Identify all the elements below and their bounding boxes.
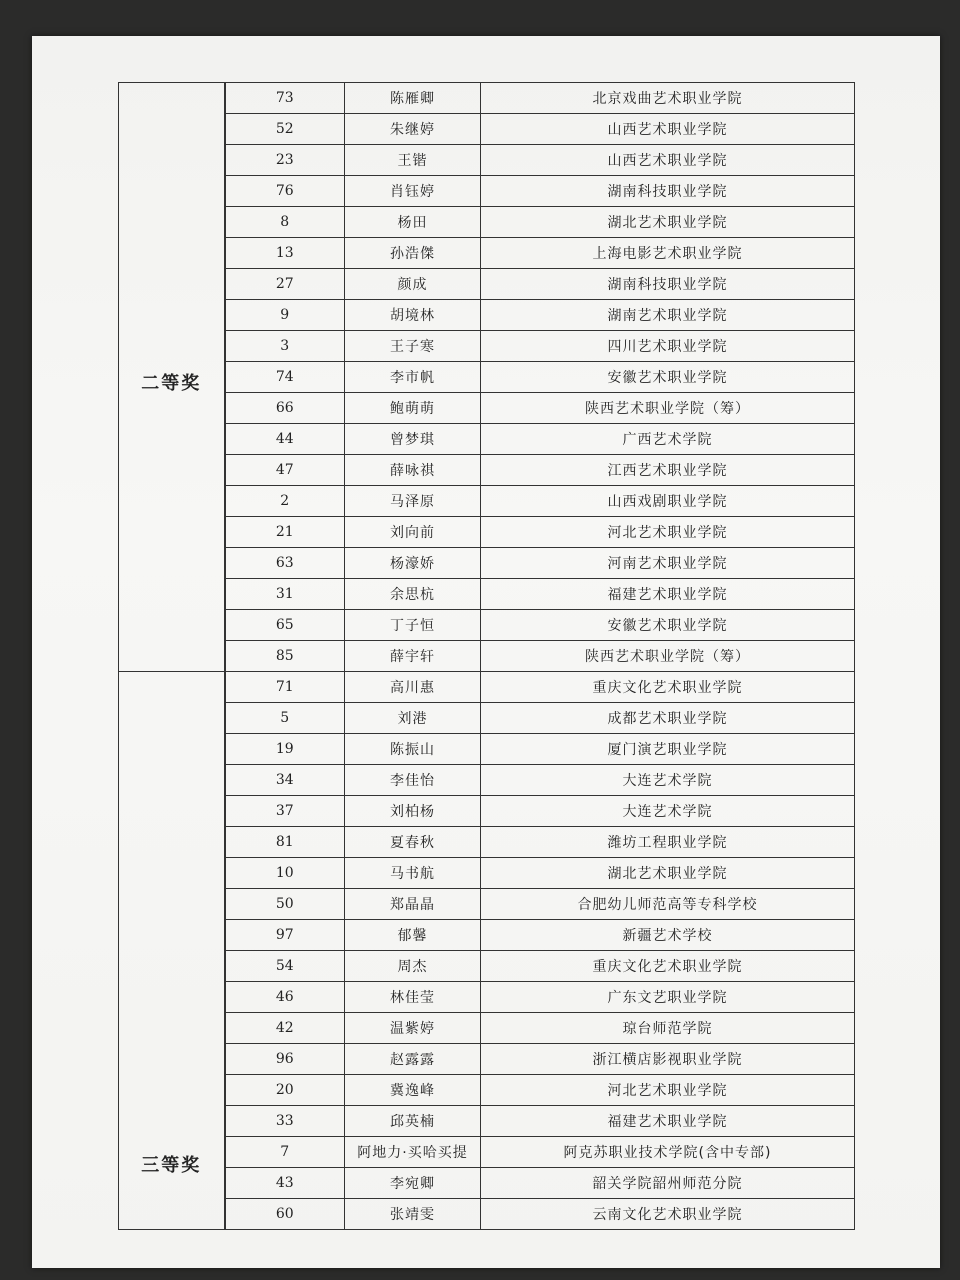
- winner-name: 颜成: [345, 269, 481, 300]
- school-name: 四川艺术职业学院: [481, 331, 855, 362]
- winner-name: 周杰: [345, 951, 481, 982]
- winner-name: 孙浩傑: [345, 238, 481, 269]
- table-row: [119, 455, 855, 486]
- entry-number: 46: [225, 982, 345, 1013]
- entry-number: 81: [225, 827, 345, 858]
- table-row: [119, 548, 855, 579]
- winner-name: 刘港: [345, 703, 481, 734]
- school-name: 河北艺术职业学院: [481, 1075, 855, 1106]
- prize-label: 二等奖: [119, 83, 225, 672]
- table-row: [119, 858, 855, 889]
- school-name: 福建艺术职业学院: [481, 579, 855, 610]
- entry-number: 23: [225, 145, 345, 176]
- entry-number: 31: [225, 579, 345, 610]
- table-row: [119, 331, 855, 362]
- table-row: [119, 238, 855, 269]
- table-row: [119, 703, 855, 734]
- entry-number: 20: [225, 1075, 345, 1106]
- entry-number: 63: [225, 548, 345, 579]
- school-name: 合肥幼儿师范高等专科学校: [481, 889, 855, 920]
- school-name: 陕西艺术职业学院（筹）: [481, 393, 855, 424]
- winner-name: 马书航: [345, 858, 481, 889]
- table-row: [119, 889, 855, 920]
- school-name: 韶关学院韶州师范分院: [481, 1168, 855, 1199]
- table-row: [119, 641, 855, 672]
- table-row: [119, 920, 855, 951]
- award-table-body: [119, 83, 855, 1230]
- table-row: [119, 1013, 855, 1044]
- entry-number: 43: [225, 1168, 345, 1199]
- table-row: [119, 362, 855, 393]
- entry-number: 97: [225, 920, 345, 951]
- table-row: [119, 269, 855, 300]
- table-row: [119, 982, 855, 1013]
- winner-name: 阿地力·买哈买提: [345, 1137, 481, 1168]
- entry-number: 85: [225, 641, 345, 672]
- winner-name: 李佳怡: [345, 765, 481, 796]
- school-name: 福建艺术职业学院: [481, 1106, 855, 1137]
- winner-name: 肖钰婷: [345, 176, 481, 207]
- school-name: 山西艺术职业学院: [481, 114, 855, 145]
- winner-name: 陈雁卿: [345, 83, 481, 114]
- table-row: [119, 207, 855, 238]
- winner-name: 丁子恒: [345, 610, 481, 641]
- school-name: 大连艺术学院: [481, 765, 855, 796]
- school-name: 厦门演艺职业学院: [481, 734, 855, 765]
- school-name: 重庆文化艺术职业学院: [481, 951, 855, 982]
- prize-label: 三等奖: [119, 672, 225, 1230]
- entry-number: 52: [225, 114, 345, 145]
- table-row: [119, 734, 855, 765]
- winner-name: 夏春秋: [345, 827, 481, 858]
- school-name: 浙江横店影视职业学院: [481, 1044, 855, 1075]
- winner-name: 李宛卿: [345, 1168, 481, 1199]
- entry-number: 5: [225, 703, 345, 734]
- table-row: [119, 765, 855, 796]
- winner-name: 刘向前: [345, 517, 481, 548]
- school-name: 陕西艺术职业学院（筹）: [481, 641, 855, 672]
- winner-name: 李市帆: [345, 362, 481, 393]
- school-name: 琼台师范学院: [481, 1013, 855, 1044]
- school-name: 湖南科技职业学院: [481, 269, 855, 300]
- winner-name: 赵露露: [345, 1044, 481, 1075]
- entry-number: 44: [225, 424, 345, 455]
- table-row: [119, 1106, 855, 1137]
- winner-name: 薛咏祺: [345, 455, 481, 486]
- winner-name: 冀逸峰: [345, 1075, 481, 1106]
- table-row: [119, 827, 855, 858]
- school-name: 湖北艺术职业学院: [481, 207, 855, 238]
- winner-name: 郁馨: [345, 920, 481, 951]
- winner-name: 张靖雯: [345, 1199, 481, 1230]
- table-row: [119, 424, 855, 455]
- entry-number: 74: [225, 362, 345, 393]
- table-row: [119, 83, 855, 114]
- school-name: 湖南艺术职业学院: [481, 300, 855, 331]
- winner-name: 高川惠: [345, 672, 481, 703]
- winner-name: 薛宇轩: [345, 641, 481, 672]
- entry-number: 8: [225, 207, 345, 238]
- school-name: 江西艺术职业学院: [481, 455, 855, 486]
- entry-number: 37: [225, 796, 345, 827]
- winner-name: 王锴: [345, 145, 481, 176]
- entry-number: 71: [225, 672, 345, 703]
- school-name: 山西艺术职业学院: [481, 145, 855, 176]
- table-row: [119, 951, 855, 982]
- table-row: [119, 1168, 855, 1199]
- entry-number: 10: [225, 858, 345, 889]
- table-row: [119, 1199, 855, 1230]
- school-name: 广西艺术学院: [481, 424, 855, 455]
- winner-name: 王子寒: [345, 331, 481, 362]
- table-row: [119, 176, 855, 207]
- winner-name: 朱继婷: [345, 114, 481, 145]
- table-row: [119, 796, 855, 827]
- school-name: 安徽艺术职业学院: [481, 362, 855, 393]
- entry-number: 66: [225, 393, 345, 424]
- entry-number: 34: [225, 765, 345, 796]
- table-row: [119, 393, 855, 424]
- table-row: [119, 300, 855, 331]
- school-name: 湖北艺术职业学院: [481, 858, 855, 889]
- table-row: [119, 114, 855, 145]
- entry-number: 27: [225, 269, 345, 300]
- entry-number: 21: [225, 517, 345, 548]
- winner-name: 杨田: [345, 207, 481, 238]
- winner-name: 余思杭: [345, 579, 481, 610]
- school-name: 北京戏曲艺术职业学院: [481, 83, 855, 114]
- entry-number: 13: [225, 238, 345, 269]
- winner-name: 鲍萌萌: [345, 393, 481, 424]
- school-name: 湖南科技职业学院: [481, 176, 855, 207]
- entry-number: 9: [225, 300, 345, 331]
- winner-name: 曾梦琪: [345, 424, 481, 455]
- winner-name: 陈振山: [345, 734, 481, 765]
- table-row: [119, 145, 855, 176]
- school-name: 山西戏剧职业学院: [481, 486, 855, 517]
- table-row: [119, 579, 855, 610]
- winner-name: 胡境林: [345, 300, 481, 331]
- entry-number: 73: [225, 83, 345, 114]
- school-name: 上海电影艺术职业学院: [481, 238, 855, 269]
- winner-name: 林佳莹: [345, 982, 481, 1013]
- school-name: 河北艺术职业学院: [481, 517, 855, 548]
- entry-number: 54: [225, 951, 345, 982]
- entry-number: 76: [225, 176, 345, 207]
- table-row: [119, 1075, 855, 1106]
- school-name: 新疆艺术学校: [481, 920, 855, 951]
- school-name: 云南文化艺术职业学院: [481, 1199, 855, 1230]
- entry-number: 42: [225, 1013, 345, 1044]
- entry-number: 50: [225, 889, 345, 920]
- table-row: [119, 1137, 855, 1168]
- entry-number: 3: [225, 331, 345, 362]
- entry-number: 96: [225, 1044, 345, 1075]
- table-row: [119, 486, 855, 517]
- school-name: 成都艺术职业学院: [481, 703, 855, 734]
- winner-name: 郑晶晶: [345, 889, 481, 920]
- entry-number: 33: [225, 1106, 345, 1137]
- school-name: 河南艺术职业学院: [481, 548, 855, 579]
- entry-number: 19: [225, 734, 345, 765]
- school-name: 大连艺术学院: [481, 796, 855, 827]
- winner-name: 温紫婷: [345, 1013, 481, 1044]
- table-row: [119, 1044, 855, 1075]
- entry-number: 60: [225, 1199, 345, 1230]
- winner-name: 邱英楠: [345, 1106, 481, 1137]
- school-name: 潍坊工程职业学院: [481, 827, 855, 858]
- school-name: 阿克苏职业技术学院(含中专部): [481, 1137, 855, 1168]
- school-name: 广东文艺职业学院: [481, 982, 855, 1013]
- award-table: [118, 82, 855, 1230]
- school-name: 重庆文化艺术职业学院: [481, 672, 855, 703]
- entry-number: 47: [225, 455, 345, 486]
- entry-number: 7: [225, 1137, 345, 1168]
- entry-number: 2: [225, 486, 345, 517]
- winner-name: 马泽原: [345, 486, 481, 517]
- winner-name: 刘柏杨: [345, 796, 481, 827]
- entry-number: 65: [225, 610, 345, 641]
- table-row: [119, 672, 855, 703]
- school-name: 安徽艺术职业学院: [481, 610, 855, 641]
- table-row: [119, 610, 855, 641]
- winner-name: 杨濠娇: [345, 548, 481, 579]
- table-row: [119, 517, 855, 548]
